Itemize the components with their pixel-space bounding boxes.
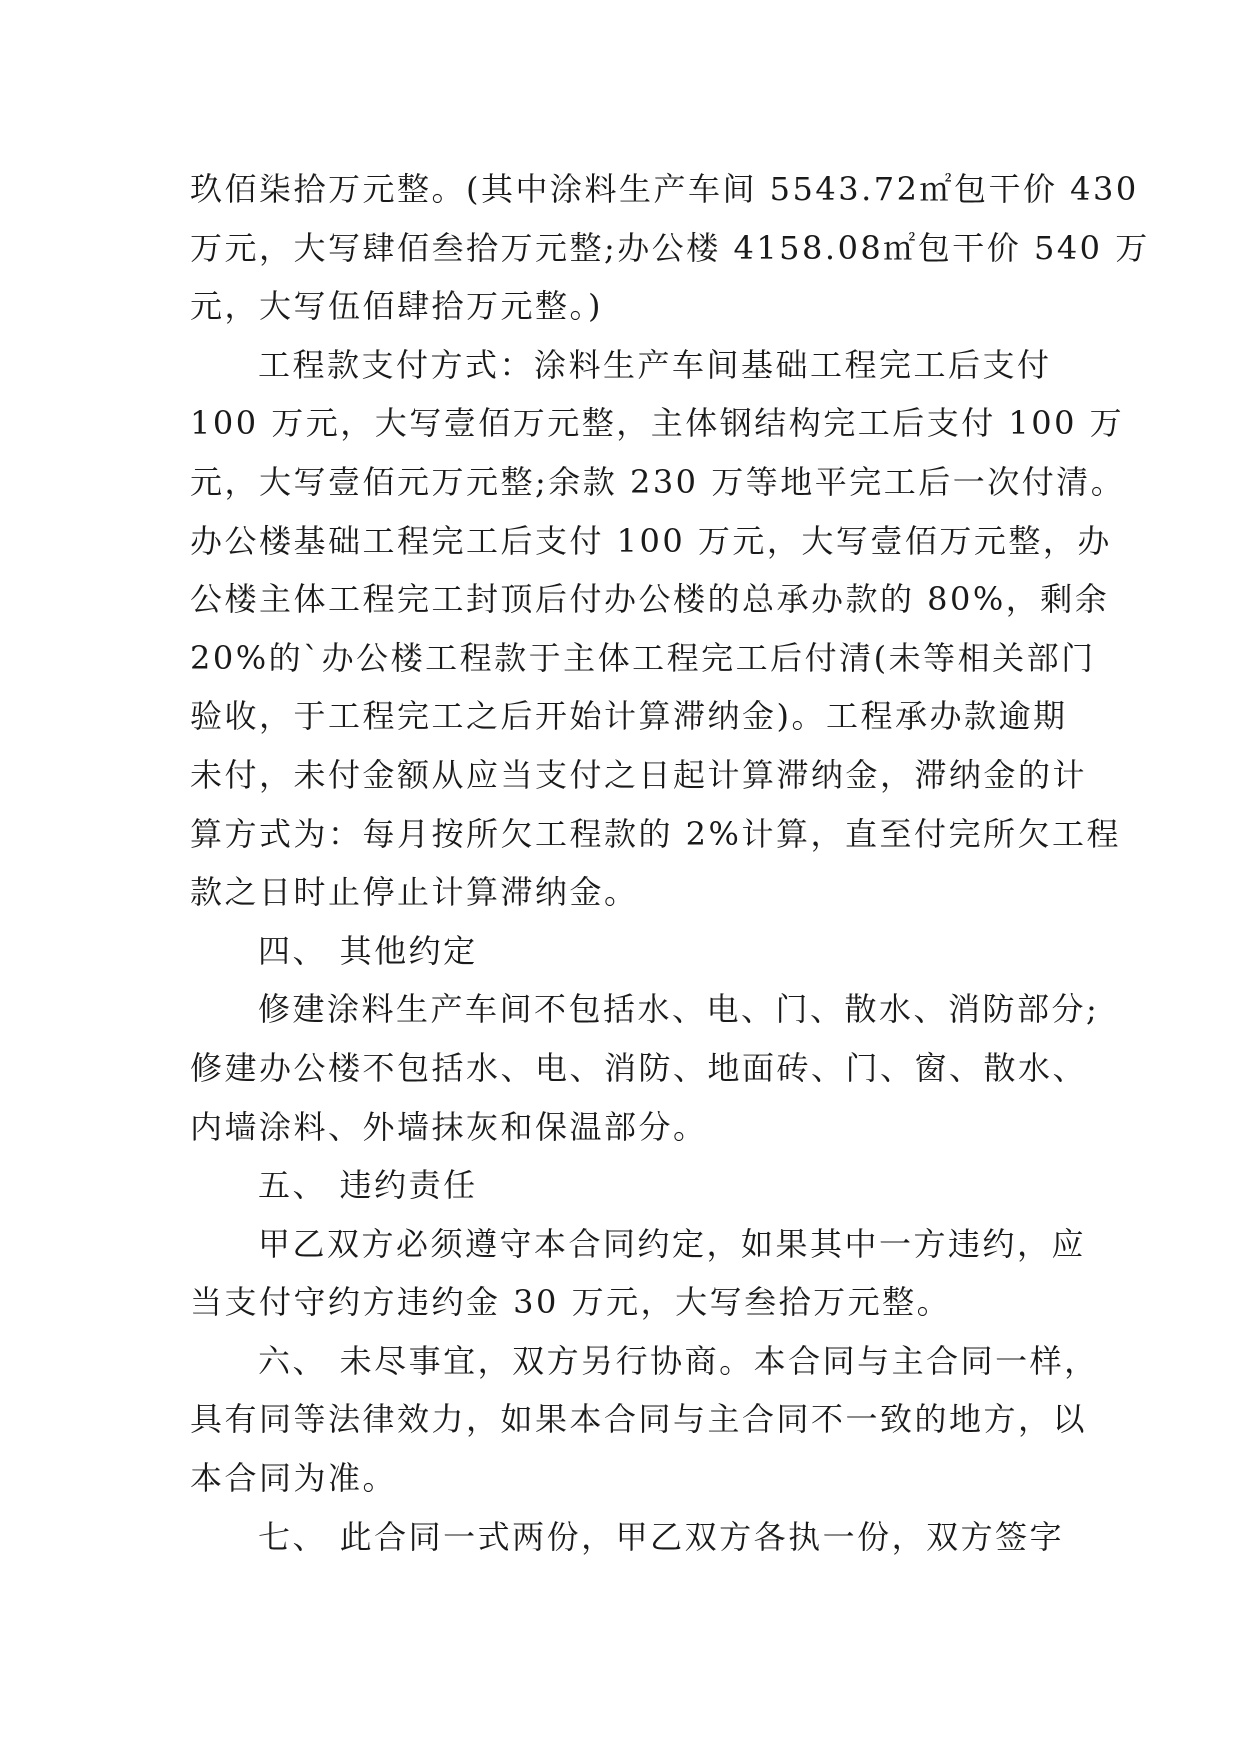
text-line: 修建办公楼不包括水、电、消防、地面砖、门、窗、散水、 — [190, 1048, 1088, 1087]
paragraph-start-line: 甲乙双方必须遵守本合同约定，如果其中一方违约，应 — [258, 1224, 1087, 1263]
text-line: 算方式为：每月按所欠工程款的 2%计算，直至付完所欠工程 — [190, 814, 1121, 853]
section-seven-line: 七、 此合同一式两份，甲乙双方各执一份，双方签字 — [258, 1517, 1065, 1556]
text-line: 内墙涂料、外墙抹灰和保温部分。 — [190, 1107, 708, 1146]
section-six-line: 六、 未尽事宜，双方另行协商。本合同与主合同一样， — [258, 1341, 1099, 1380]
section-heading-breach-liability: 五、 违约责任 — [258, 1166, 478, 1205]
text-line: 元，大写壹佰元万元整;余款 230 万等地平完工后一次付清。 — [190, 462, 1126, 501]
text-line: 玖佰柒拾万元整。(其中涂料生产车间 5543.72㎡包干价 430 — [190, 170, 1139, 208]
text-line: 万元，大写肆佰叁拾万元整;办公楼 4158.08㎡包干价 540 万 — [190, 228, 1150, 267]
paragraph-start-line: 修建涂料生产车间不包括水、电、门、散水、消防部分; — [258, 990, 1100, 1029]
text-line: 当支付守约方违约金 30 万元，大写叁拾万元整。 — [190, 1283, 952, 1322]
text-line: 办公楼基础工程完工后支付 100 万元，大写壹佰万元整，办 — [190, 521, 1112, 560]
text-line: 验收，于工程完工之后开始计算滞纳金)。工程承办款逾期 — [190, 697, 1068, 736]
document-body — [190, 160, 1150, 1566]
text-line: 100 万元，大写壹佰万元整，主体钢结构完工后支付 100 万 — [190, 404, 1125, 443]
paragraph-start-line: 工程款支付方式：涂料生产车间基础工程完工后支付 — [258, 345, 1052, 384]
text-line: 元，大写伍佰肆拾万元整。) — [190, 287, 603, 326]
section-heading-other-terms: 四、 其他约定 — [258, 931, 478, 970]
text-line: 具有同等法律效力，如果本合同与主合同不一致的地方，以 — [190, 1400, 1088, 1439]
text-line: 本合同为准。 — [190, 1459, 398, 1498]
text-line: 款之日时止停止计算滞纳金。 — [190, 873, 639, 912]
text-line: 公楼主体工程完工封顶后付办公楼的总承办款的 80%，剩余 — [190, 580, 1110, 619]
text-line: 20%的`办公楼工程款于主体工程完工后付清(未等相关部门 — [190, 638, 1096, 677]
text-line: 未付，未付金额从应当支付之日起计算滞纳金，滞纳金的计 — [190, 755, 1088, 794]
